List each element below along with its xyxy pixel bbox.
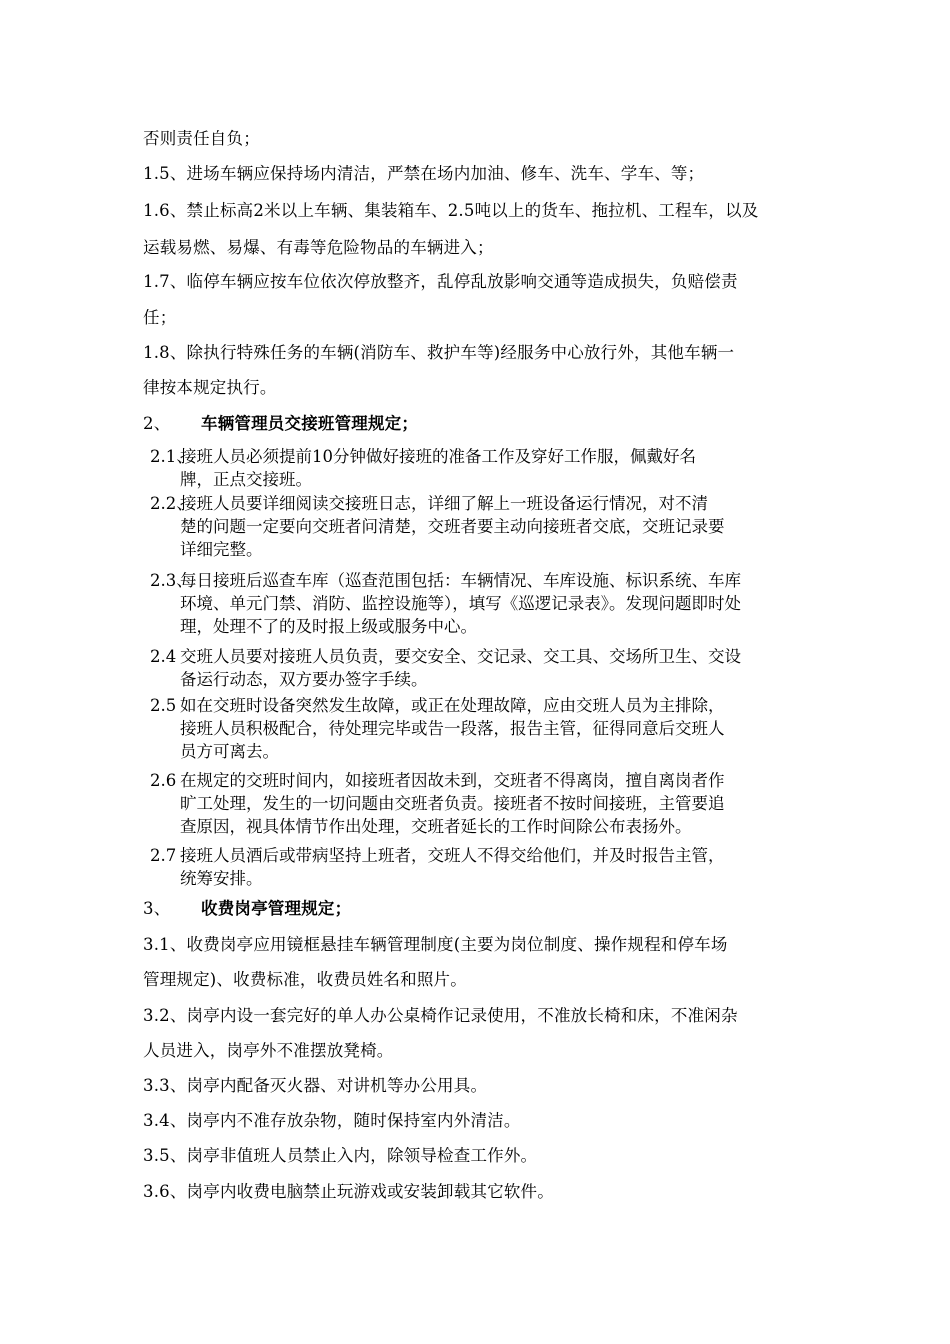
item-text: 环境、单元门禁、消防、监控设施等），填写《巡逻记录表》。发现问题即时处 — [180, 594, 741, 613]
item-label: 2.6 — [150, 771, 177, 790]
item-label: 2.7 — [150, 846, 177, 865]
item-text: 理，处理不了的及时报上级或服务中心。 — [180, 617, 477, 636]
item-text: 交班人员要对接班人员负责，要交安全、交记录、交工具、交场所卫生、交设 — [180, 647, 741, 666]
item-label: 2.3、 — [150, 571, 193, 590]
item-text: 接班人员积极配合，待处理完毕或告一段落，报告主管，征得同意后交班人 — [180, 719, 725, 738]
item-text: 接班人员酒后或带病坚持上班者，交班人不得交给他们，并及时报告主管， — [180, 846, 725, 865]
text-line: 1.5、进场车辆应保持场内清洁，严禁在场内加油、修车、洗车、学车、等； — [143, 164, 705, 183]
text-line: 管理规定)、收费标准，收费员姓名和照片。 — [143, 970, 467, 989]
list-item — [150, 769, 830, 838]
text-line: 3.5、岗亭非值班人员禁止入内，除领导检查工作外。 — [143, 1146, 538, 1165]
text-line: 律按本规定执行。 — [143, 378, 277, 397]
item-text: 牌，正点交接班。 — [180, 470, 312, 489]
text-line: 3.1、收费岗亭应用镜框悬挂车辆管理制度(主要为岗位制度、操作规程和停车场 — [143, 935, 728, 954]
item-label: 2.4 — [150, 647, 177, 666]
item-text: 楚的问题一定要向交班者问清楚，交班者要主动向接班者交底，交班记录要 — [180, 517, 725, 536]
text-line: 1.7、临停车辆应按车位依次停放整齐，乱停乱放影响交通等造成损失，负赔偿责 — [143, 272, 738, 291]
list-item — [150, 694, 830, 763]
text-line: 1.8、除执行特殊任务的车辆(消防车、救护车等)经服务中心放行外，其他车辆一 — [143, 343, 735, 362]
list-item — [150, 645, 830, 691]
item-text: 接班人员必须提前10分钟做好接班的准备工作及穿好工作服，佩戴好名 — [180, 447, 696, 466]
item-label: 2.1、 — [150, 447, 193, 466]
text-line: 运载易燃、易爆、有毒等危险物品的车辆进入； — [143, 238, 494, 257]
text-line: 3.4、岗亭内不准存放杂物，随时保持室内外清洁。 — [143, 1111, 521, 1130]
text-line: 3.2、岗亭内设一套完好的单人办公桌椅作记录使用，不准放长椅和床，不准闲杂 — [143, 1006, 738, 1025]
text-line: 任； — [143, 308, 177, 327]
section-title: 车辆管理员交接班管理规定； — [201, 414, 419, 433]
item-text: 统筹安排。 — [180, 869, 263, 888]
section-heading — [143, 895, 823, 919]
list-item — [150, 844, 830, 890]
text-line: 3.3、岗亭内配备灭火器、对讲机等办公用具。 — [143, 1076, 488, 1095]
item-text: 详细完整。 — [180, 540, 263, 559]
section-number: 3、 — [143, 899, 171, 918]
section-title: 收费岗亭管理规定； — [201, 899, 352, 918]
item-text: 如在交班时设备突然发生故障，或正在处理故障，应由交班人员为主排除， — [180, 696, 725, 715]
section-number: 2、 — [143, 414, 171, 433]
list-item — [150, 569, 830, 638]
item-label: 2.5 — [150, 696, 177, 715]
item-text: 员方可离去。 — [180, 742, 279, 761]
list-item — [150, 492, 830, 561]
item-text: 每日接班后巡查车库（巡查范围包括：车辆情况、车库设施、标识系统、车库 — [180, 571, 741, 590]
item-text: 备运行动态，双方要办签字手续。 — [180, 670, 428, 689]
item-text: 旷工处理，发生的一切问题由交班者负责。接班者不按时间接班，主管要追 — [180, 794, 725, 813]
item-text: 查原因，视具体情节作出处理，交班者延长的工作时间除公布表扬外。 — [180, 817, 692, 836]
section-heading — [143, 410, 823, 434]
text-line: 人员进入，岗亭外不准摆放凳椅。 — [143, 1041, 394, 1060]
item-label: 2.2、 — [150, 494, 193, 513]
item-text: 接班人员要详细阅读交接班日志，详细了解上一班设备运行情况，对不清 — [180, 494, 708, 513]
text-line: 否则责任自负； — [143, 129, 260, 148]
item-text: 在规定的交班时间内，如接班者因故未到，交班者不得离岗，擅自离岗者作 — [180, 771, 725, 790]
text-line: 3.6、岗亭内收费电脑禁止玩游戏或安装卸载其它软件。 — [143, 1182, 554, 1201]
list-item — [150, 445, 830, 491]
text-line: 1.6、禁止标高2米以上车辆、集装箱车、2.5吨以上的货车、拖拉机、工程车，以及 — [143, 201, 759, 220]
